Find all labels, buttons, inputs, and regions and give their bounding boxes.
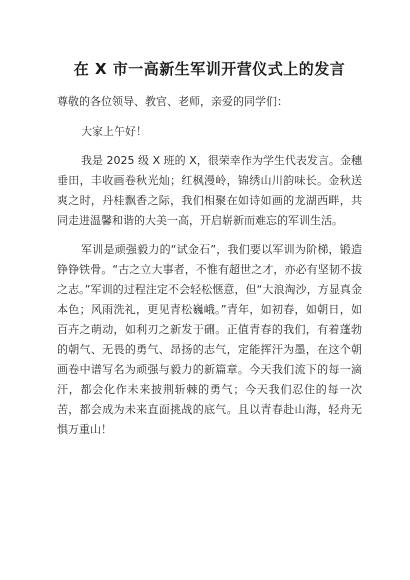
greeting: 大家上午好！ <box>81 125 147 138</box>
paragraph-introduction: 我是 2025 级 X 班的 X，很荣幸作为学生代表发言。金穗垂田，丰收画卷秋光灿；红枫漫岭，锦绣山川韵味长。金秋送爽之时，丹桂飘香之际，我们相聚在如诗如画的龙湖西畔，共同走进温馨和谐的大美一高，开启崭新而难忘的军训生活。 <box>57 154 362 227</box>
paragraph-military-training: 军训是顽强毅力的“试金石”，我们要以军训为阶梯，锻造铮铮铁骨。“古之立大事者，不惟有超世之才，亦必有坚韧不拔之志。”军训的过程注定不会轻松惬意，但“大浪淘沙，方显真金本色；风雨洗礼，更见青松巍峨。”青年，如初春，如朝日，如百卉之萌动，如利刃之新发于硎。正值青春的我们，有着蓬勃的朝气、无畏的勇气、昂扬的志气，定能挥汗为墨，在这个朝画卷中谱写名为顽强与毅力的新篇章。今天我们流下的每一滴汗，都会化作未来披荆斩棘的勇气；今天我们忍住的每一次苦，都会成为未来直面挑战的底气。且以青春赴山海，轻舟无惧万重山！ <box>57 243 362 436</box>
salutation: 尊敬的各位领导、教官、老师，亲爱的同学们： <box>57 95 288 108</box>
document-title: 在 X 市一高新生军训开营仪式上的发言 <box>73 60 346 78</box>
